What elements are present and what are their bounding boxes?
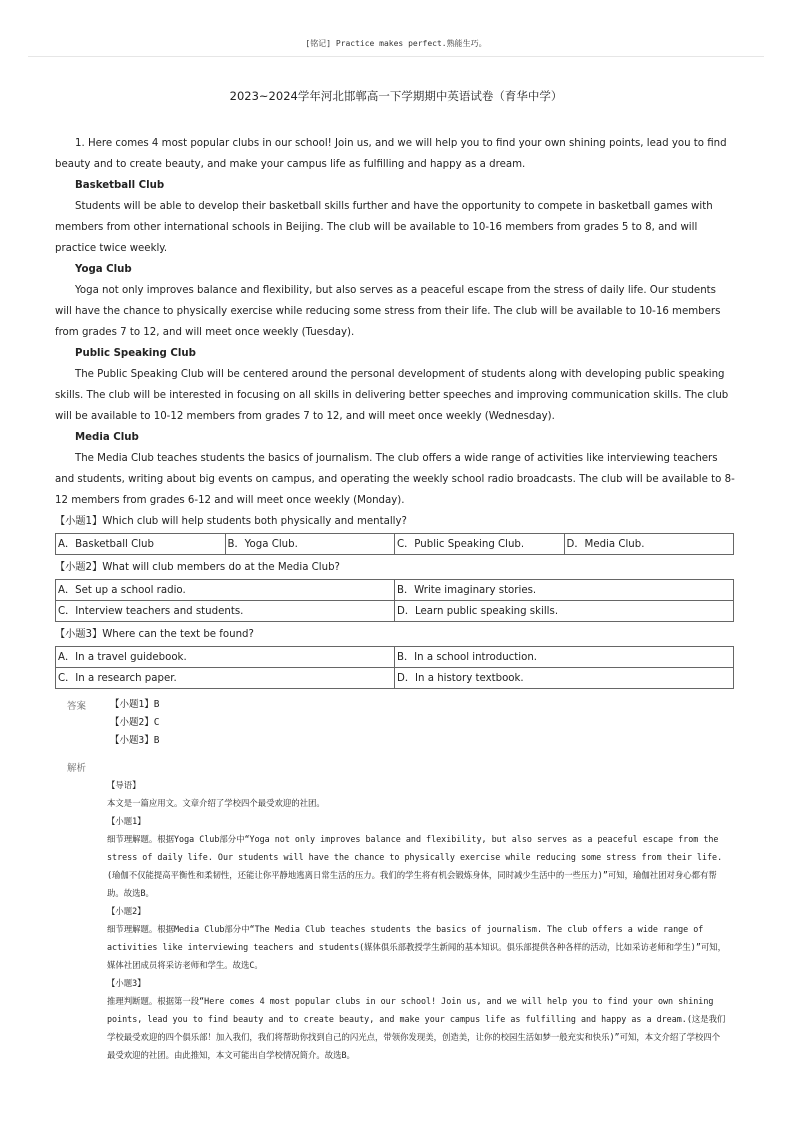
question-3-option-b[interactable]: B．In a school introduction. — [395, 647, 734, 668]
passage — [55, 133, 735, 691]
question-2-option-d[interactable]: D．Learn public speaking skills. — [395, 601, 734, 622]
question-3-option-c[interactable]: C．In a research paper. — [56, 668, 395, 689]
question-1-option-c[interactable]: C．Public Speaking Club. — [395, 534, 565, 555]
club-text-basketball: Students will be able to develop their basketball skills further and have the opportunity to compete in basketball games with members from other international schools in Beijing. The club will be available to 10-16 members from grades 5 to 8, and will practice twice weekly. — [55, 201, 713, 254]
question-1-option-d[interactable]: D．Media Club. — [564, 534, 734, 555]
analysis-q3-text: 推理判断题。根据第一段“Here comes 4 most popular clubs in our school! Join us, and we will help you to find your own shining points, lead you to find beauty and to create beauty, and make your campus life as fulfilling and happy as a dream.(这是我们学校最受欢迎的四个俱乐部！加入我们，我们将帮助你找到自己的闪光点，带领你发现美，创造美，让你的校园生活如梦一般充实和快乐)”可知，本文介绍了学校四个最受欢迎的社团。由此推知，本文可能出自学校情况简介。故选B。 — [107, 996, 726, 1060]
analysis-q1-heading: 【小题1】 — [107, 816, 146, 826]
question-2-stem: 【小题2】What will club members do at the Media Club? — [55, 562, 340, 573]
question-2-options — [55, 579, 734, 622]
header-note: [铭记] Practice makes perfect.熟能生巧。 — [305, 39, 487, 48]
club-text-yoga: Yoga not only improves balance and flexibility, but also serves as a peaceful escape from the stress of daily life. Our students will have the chance to physically exercise while reducing some stress from their life. The club will be available to 10-16 members from grades 7 to 12, and will meet once weekly (Tuesday). — [55, 285, 721, 338]
analysis-body — [107, 776, 727, 1064]
analysis-guide-text: 本文是一篇应用文。文章介绍了学校四个最受欢迎的社团。 — [107, 798, 325, 808]
analysis-q1-text: 细节理解题。根据Yoga Club部分中“Yoga not only improves balance and flexibility, but also serves as a peaceful escape from the stress of daily life. Our students will have the chance to physically exercise while reducing some stress from their life.(瑜伽不仅能提高平衡性和柔韧性，还能让你平静地逃离日常生活的压力。我们的学生将有机会锻炼身体，同时减少生活中的一些压力)”可知，瑜伽社团对身心都有帮助。故选B。 — [107, 834, 723, 898]
club-heading-basketball: Basketball Club — [75, 180, 165, 191]
club-heading-media: Media Club — [75, 432, 139, 443]
club-text-public-speaking: The Public Speaking Club will be centered around the personal development of students along with developing public speaking skills. The club will be interested in focusing on all skills in delivering better speeches and improving communication skills. The club will be available to 10-12 members from grades 7 to 12, and will meet once weekly (Wednesday). — [55, 369, 729, 422]
answer-label: 答案 — [67, 701, 87, 712]
analysis-label: 解析 — [67, 763, 87, 774]
club-heading-yoga: Yoga Club — [75, 264, 132, 275]
exam-title: 2023~2024学年河北邯郸高一下学期期中英语试卷（育华中学） — [229, 89, 563, 103]
analysis-q3-heading: 【小题3】 — [107, 978, 146, 988]
header-divider — [28, 56, 764, 57]
answer-list — [110, 696, 159, 750]
passage-intro: 1. Here comes 4 most popular clubs in our school! Join us, and we will help you to find your own shining points, lead you to find beauty and to create beauty, and make your campus life as fulfilling and happy as a dream. — [55, 138, 727, 170]
question-1-option-b[interactable]: B．Yoga Club. — [225, 534, 395, 555]
analysis-guide-heading: 【导语】 — [107, 780, 141, 790]
question-3-stem: 【小题3】Where can the text be found? — [55, 629, 254, 640]
club-heading-public-speaking: Public Speaking Club — [75, 348, 196, 359]
answer-item: 【小题3】B — [110, 735, 160, 746]
analysis-q2-text: 细节理解题。根据Media Club部分中“The Media Club teaches students the basics of journalism. The club offers a wide range of activities like interviewing teachers and students(媒体俱乐部教授学生新闻的基本知识。俱乐部提供各种各样的活动，比如采访老师和学生)”可知，媒体社团成员将采访老师和学生。故选C。 — [107, 924, 726, 970]
analysis-q2-heading: 【小题2】 — [107, 906, 146, 916]
club-text-media: The Media Club teaches students the basics of journalism. The club offers a wide range of activities like interviewing teachers and students, writing about big events on campus, and operating the weekly school radio broadcasts. The club will be available to 8-12 members from grades 6-12 and will meet once weekly (Monday). — [55, 453, 735, 506]
answer-item: 【小题1】B — [110, 699, 160, 710]
question-3-option-d[interactable]: D．In a history textbook. — [395, 668, 734, 689]
question-1-option-a[interactable]: A．Basketball Club — [56, 534, 226, 555]
question-1-options — [55, 533, 734, 555]
answer-item: 【小题2】C — [110, 717, 160, 728]
question-1-stem: 【小题1】Which club will help students both physically and mentally? — [55, 516, 407, 527]
question-2-option-a[interactable]: A．Set up a school radio. — [56, 580, 395, 601]
question-3-options — [55, 646, 734, 689]
question-3-option-a[interactable]: A．In a travel guidebook. — [56, 647, 395, 668]
question-2-option-b[interactable]: B．Write imaginary stories. — [395, 580, 734, 601]
question-2-option-c[interactable]: C．Interview teachers and students. — [56, 601, 395, 622]
